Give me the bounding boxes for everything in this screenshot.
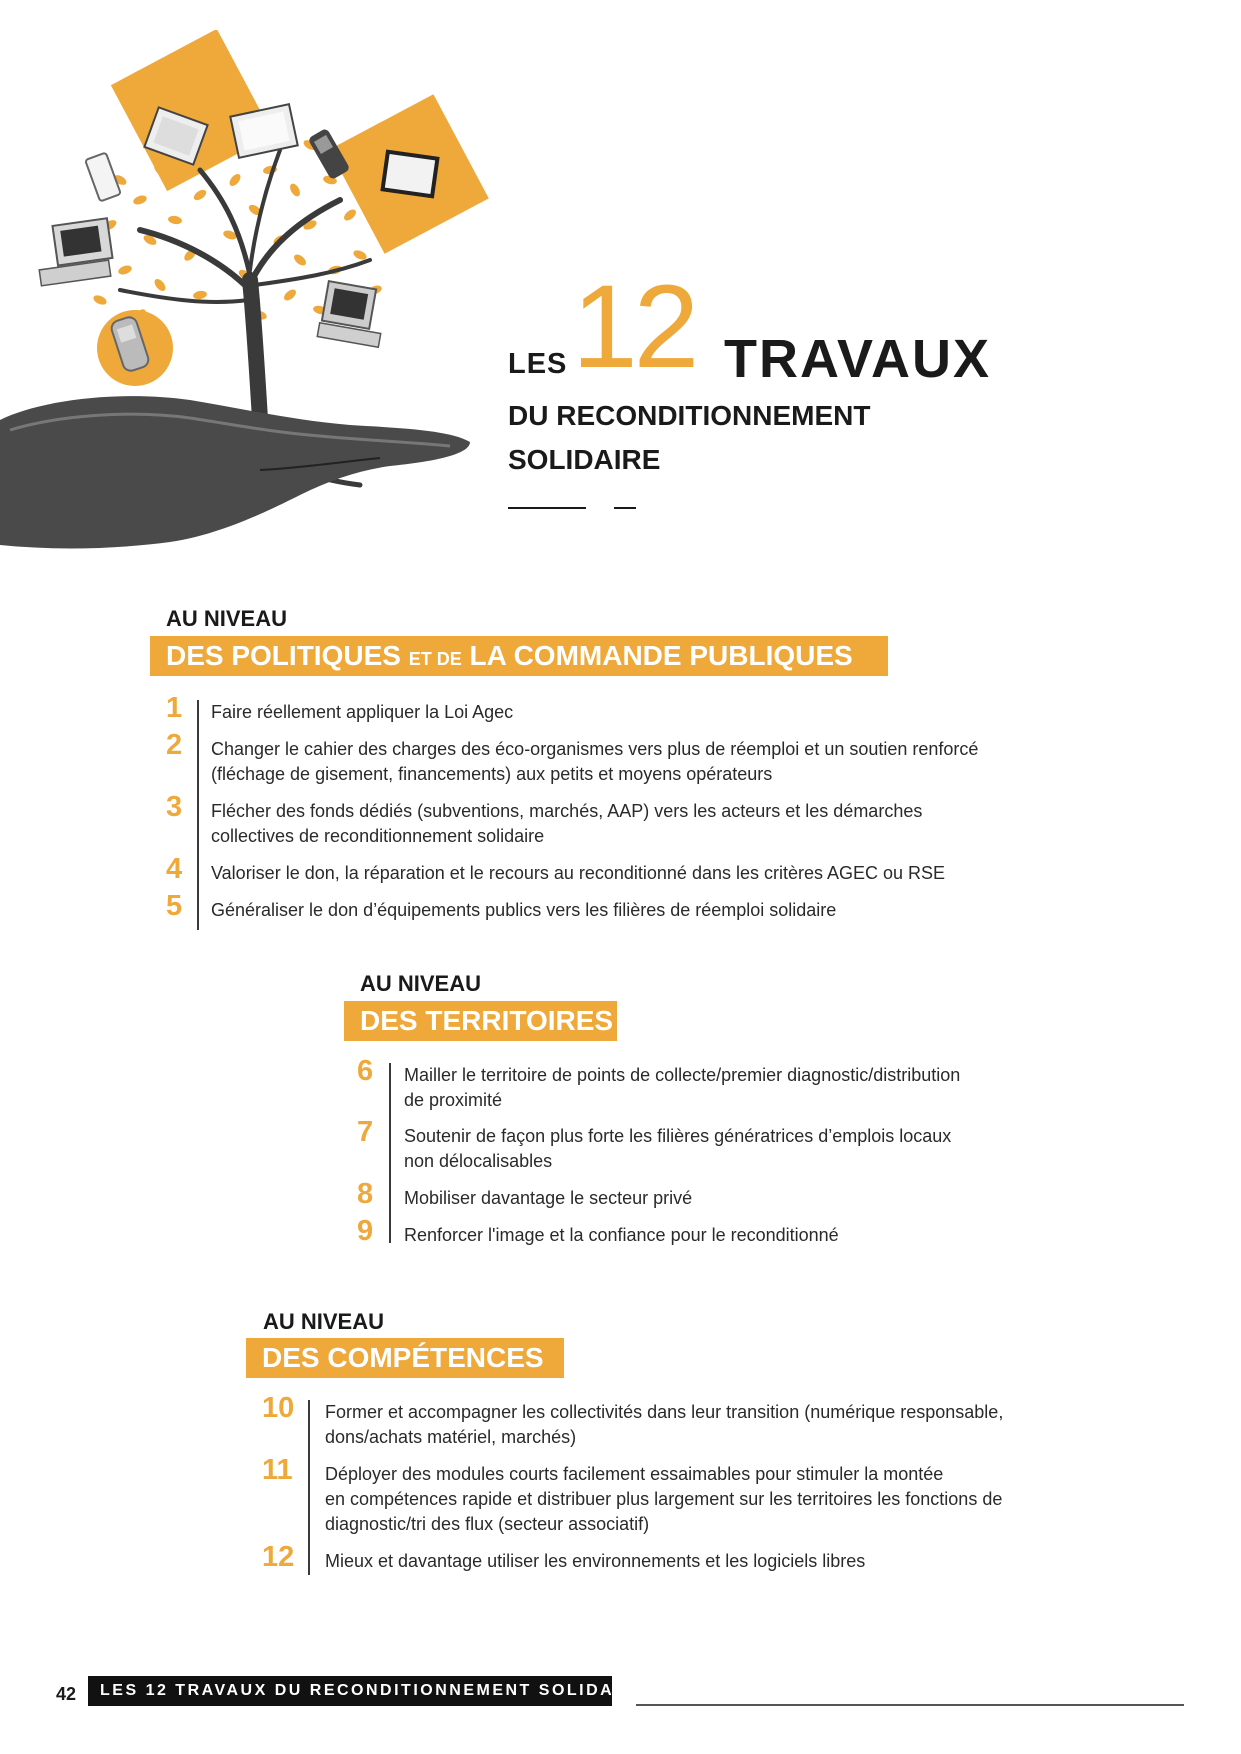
hand	[0, 396, 470, 548]
item-text-12	[325, 1549, 865, 1574]
section-1-banner-part1: DES POLITIQUES	[166, 640, 401, 671]
item-text-6-line1: Mailler le territoire de points de collecte/premier diagnostic/distribution	[404, 1065, 961, 1085]
desktop-computer-icon	[317, 281, 380, 347]
item-text-6	[404, 1063, 960, 1113]
item-text-1	[211, 700, 513, 725]
item-text-7-line1: Soutenir de façon plus forte les filières génératrices d’emplois locaux	[404, 1126, 952, 1146]
item-text-8-line1: Mobiliser davantage le secteur privé	[404, 1188, 693, 1208]
orange-backdrop-shapes	[97, 30, 489, 386]
item-number-11: 11	[262, 1454, 293, 1486]
item-text-9	[404, 1223, 839, 1248]
item-text-10	[325, 1400, 1003, 1450]
item-number-10: 10	[262, 1392, 295, 1424]
item-text-9-line1: Renforcer l'image et la confiance pour le reconditionné	[404, 1225, 839, 1245]
item-text-3-line2: collectives de reconditionnement solidaire	[211, 826, 545, 846]
section-3-kicker: AU NIVEAU	[263, 1309, 385, 1334]
tablet-icon	[383, 152, 438, 197]
title-rule-long	[508, 507, 586, 509]
title-travaux: TRAVAUX	[724, 329, 991, 389]
computer-icon	[39, 218, 112, 285]
section-3-banner-label: DES COMPÉTENCES	[262, 1342, 544, 1373]
item-text-7	[404, 1124, 951, 1174]
section-3-divider	[308, 1400, 310, 1575]
item-number-8: 8	[357, 1178, 374, 1210]
section-1-banner	[150, 636, 888, 676]
item-number-6: 6	[357, 1055, 374, 1087]
section-3-banner	[246, 1338, 564, 1378]
item-number-2: 2	[166, 729, 183, 761]
section-2-banner	[344, 1001, 617, 1041]
item-text-11-line3: diagnostic/tri des flux (secteur associatif)	[325, 1514, 650, 1534]
item-number-4: 4	[166, 853, 183, 885]
smartphone-icon	[85, 153, 121, 202]
section-2-banner-label: DES TERRITOIRES	[360, 1005, 614, 1036]
item-number-12: 12	[262, 1541, 295, 1573]
item-text-11-line1: Déployer des modules courts facilement essaimables pour stimuler la montée	[325, 1464, 944, 1484]
item-number-9: 9	[357, 1215, 374, 1247]
item-text-11	[325, 1462, 1002, 1537]
section-1-kicker: AU NIVEAU	[166, 606, 288, 631]
tree-hand-illustration	[0, 30, 520, 570]
title-subtitle-line1: DU RECONDITIONNEMENT	[508, 400, 871, 431]
item-text-3	[211, 799, 922, 849]
item-text-11-line2: en compétences rapide et distribuer plus largement sur les territoires les fonctions de	[325, 1489, 1003, 1509]
item-number-3: 3	[166, 791, 183, 823]
item-text-8	[404, 1186, 692, 1211]
item-text-2-line2: (fléchage de gisement, financements) aux petits et moyens opérateurs	[211, 764, 773, 784]
page-number: 42	[56, 1684, 77, 1704]
section-2-kicker: AU NIVEAU	[360, 971, 482, 996]
title-les: LES	[508, 348, 568, 380]
item-text-5-line1: Généraliser le don d’équipements publics vers les filières de réemploi solidaire	[211, 900, 837, 920]
item-text-12-line1: Mieux et davantage utiliser les environnements et les logiciels libres	[325, 1551, 866, 1571]
footer-rule	[636, 1704, 1184, 1706]
item-text-2-line1: Changer le cahier des charges des éco-organismes vers plus de réemploi et un soutien renforcé	[211, 739, 979, 759]
item-text-10-line2: dons/achats matériel, marchés)	[325, 1427, 577, 1447]
item-text-7-line2: non délocalisables	[404, 1151, 553, 1171]
section-1-divider	[197, 700, 199, 930]
item-text-5	[211, 898, 836, 923]
item-text-1-line1: Faire réellement appliquer la Loi Agec	[211, 702, 514, 722]
title-subtitle-line2: SOLIDAIRE	[508, 444, 661, 475]
item-text-6-line2: de proximité	[404, 1090, 503, 1110]
item-text-3-line1: Flécher des fonds dédiés (subventions, marchés, AAP) vers les acteurs et les démarches	[211, 801, 923, 821]
item-text-10-line1: Former et accompagner les collectivités dans leur transition (numérique responsable,	[325, 1402, 1004, 1422]
item-number-1: 1	[166, 692, 183, 724]
section-2-divider	[389, 1063, 391, 1243]
title-number: 12	[572, 261, 696, 393]
title-rule-short	[614, 507, 636, 509]
item-number-7: 7	[357, 1116, 374, 1148]
running-title: LES 12 TRAVAUX DU RECONDITIONNEMENT SOLIDAIRE	[88, 1676, 612, 1706]
item-number-5: 5	[166, 890, 183, 922]
item-text-4	[211, 861, 945, 886]
item-text-4-line1: Valoriser le don, la réparation et le recours au reconditionné dans les critères AGEC ou RSE	[211, 863, 946, 883]
section-1-banner-part2: LA COMMANDE PUBLIQUES	[469, 640, 853, 671]
item-text-2	[211, 737, 978, 787]
section-1-banner-connector: ET DE	[408, 649, 462, 669]
